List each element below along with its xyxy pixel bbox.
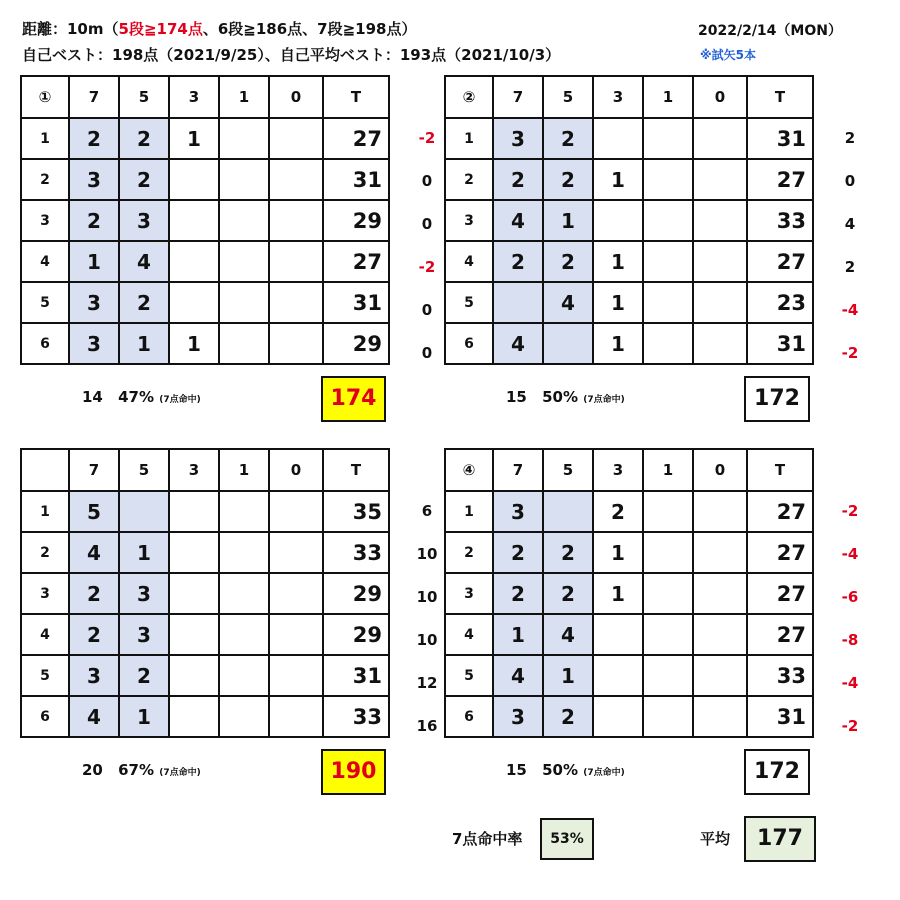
score-count-3 (169, 532, 219, 573)
round-label: ④ (445, 449, 493, 491)
hit-note: (7点命中) (583, 395, 625, 405)
score-count-0 (693, 532, 747, 573)
score-count-1 (643, 614, 693, 655)
end-total: 27 (747, 573, 813, 614)
score-count-3 (169, 241, 219, 282)
table-row (445, 200, 813, 241)
round-label: ① (21, 76, 69, 118)
score-count-0 (269, 696, 323, 737)
end-number: 3 (445, 200, 493, 241)
end-total: 31 (747, 696, 813, 737)
column-header: T (747, 76, 813, 118)
column-header: 7 (69, 449, 119, 491)
score-count-1 (219, 696, 269, 737)
distance-prefix: 距離：10m（ (22, 20, 119, 38)
score-count-7: 2 (493, 573, 543, 614)
seven-point-hits: 15 (506, 761, 527, 779)
score-count-7: 1 (493, 614, 543, 655)
table-row (21, 200, 389, 241)
score-count-0 (693, 491, 747, 532)
end-number: 2 (445, 159, 493, 200)
score-difference: 2 (844, 258, 856, 276)
score-count-3 (169, 159, 219, 200)
end-total: 29 (323, 323, 389, 364)
hit-stats (506, 388, 625, 406)
end-number: 3 (21, 200, 69, 241)
column-header: 7 (493, 76, 543, 118)
end-number: 3 (445, 573, 493, 614)
end-total: 33 (323, 696, 389, 737)
column-header: T (323, 449, 389, 491)
score-difference: -8 (841, 631, 859, 649)
score-count-1 (643, 323, 693, 364)
score-difference: 4 (844, 215, 856, 233)
column-header: 5 (119, 76, 169, 118)
end-total: 31 (323, 159, 389, 200)
score-count-5: 1 (119, 323, 169, 364)
table-header-row (445, 449, 813, 491)
hit-stats (82, 761, 201, 779)
score-count-7: 2 (493, 159, 543, 200)
distance-suffix: 、6段≧186点、7段≧198点） (202, 20, 417, 38)
score-count-5: 3 (119, 200, 169, 241)
table-row (445, 241, 813, 282)
score-count-7: 4 (69, 696, 119, 737)
score-count-3 (169, 200, 219, 241)
score-difference: 0 (844, 172, 856, 190)
table-row (445, 532, 813, 573)
score-count-3: 1 (593, 159, 643, 200)
score-count-1 (643, 655, 693, 696)
score-count-1 (643, 282, 693, 323)
score-count-3: 1 (593, 241, 643, 282)
score-count-3: 1 (169, 118, 219, 159)
score-count-0 (269, 614, 323, 655)
score-count-7: 1 (69, 241, 119, 282)
end-total: 33 (747, 655, 813, 696)
score-count-5: 4 (543, 614, 593, 655)
score-count-0 (269, 200, 323, 241)
score-difference: 0 (421, 344, 433, 362)
score-count-1 (643, 200, 693, 241)
end-number: 5 (21, 282, 69, 323)
score-count-1 (219, 655, 269, 696)
score-count-0 (269, 655, 323, 696)
score-difference: -6 (841, 588, 859, 606)
end-number: 4 (445, 614, 493, 655)
seven-point-hits: 20 (82, 761, 103, 779)
round-grand-total: 190 (321, 749, 386, 795)
score-count-0 (269, 282, 323, 323)
hit-note: (7点命中) (159, 768, 201, 778)
end-number: 6 (21, 323, 69, 364)
column-header: 3 (593, 449, 643, 491)
score-difference: 10 (416, 545, 438, 563)
score-count-0 (693, 159, 747, 200)
average-label: 平均 (700, 830, 731, 848)
seven-point-hits: 15 (506, 388, 527, 406)
score-count-3: 2 (593, 491, 643, 532)
end-total: 27 (747, 241, 813, 282)
round-grand-total: 174 (321, 376, 386, 422)
score-count-0 (269, 241, 323, 282)
end-number: 4 (21, 614, 69, 655)
table-row (445, 573, 813, 614)
score-count-7: 2 (69, 118, 119, 159)
score-table-3 (20, 448, 390, 738)
score-count-1 (219, 614, 269, 655)
score-difference: -4 (841, 301, 859, 319)
column-header: 1 (219, 76, 269, 118)
score-count-0 (269, 323, 323, 364)
score-count-3 (169, 282, 219, 323)
round-grand-total: 172 (744, 749, 810, 795)
distance-line (22, 18, 416, 39)
table-row (445, 282, 813, 323)
score-count-1 (219, 282, 269, 323)
score-difference: 10 (416, 588, 438, 606)
hit-percentage: 50% (536, 388, 584, 406)
score-count-0 (693, 655, 747, 696)
score-count-1 (219, 491, 269, 532)
score-count-3: 1 (593, 573, 643, 614)
score-count-5: 3 (119, 573, 169, 614)
score-count-7: 3 (493, 696, 543, 737)
score-difference: 16 (416, 717, 438, 735)
score-count-1 (643, 159, 693, 200)
end-total: 23 (747, 282, 813, 323)
score-difference: 2 (844, 129, 856, 147)
score-count-0 (693, 323, 747, 364)
score-count-7: 5 (69, 491, 119, 532)
score-count-5: 1 (119, 696, 169, 737)
score-table-2 (444, 75, 814, 365)
end-total: 29 (323, 573, 389, 614)
column-header: 0 (269, 449, 323, 491)
score-difference: 0 (421, 172, 433, 190)
table-row (445, 614, 813, 655)
column-header: 3 (593, 76, 643, 118)
hit-stats (82, 388, 201, 406)
score-count-5 (119, 491, 169, 532)
hit-note: (7点命中) (159, 395, 201, 405)
table-row (21, 491, 389, 532)
column-header: 7 (69, 76, 119, 118)
column-header: 5 (543, 449, 593, 491)
score-difference: -2 (841, 502, 859, 520)
table-row (445, 323, 813, 364)
score-count-3 (169, 491, 219, 532)
score-count-7: 3 (69, 282, 119, 323)
score-count-5: 1 (119, 532, 169, 573)
table-row (21, 159, 389, 200)
table-row (21, 573, 389, 614)
end-number: 1 (21, 118, 69, 159)
score-count-3 (593, 696, 643, 737)
score-count-5: 2 (543, 573, 593, 614)
table-row (21, 614, 389, 655)
end-total: 29 (323, 614, 389, 655)
column-header: 5 (119, 449, 169, 491)
score-count-5: 3 (119, 614, 169, 655)
column-header: 5 (543, 76, 593, 118)
end-total: 29 (323, 200, 389, 241)
score-difference: -2 (418, 258, 436, 276)
score-count-7 (493, 282, 543, 323)
column-header: 3 (169, 76, 219, 118)
score-count-5: 2 (543, 118, 593, 159)
score-count-0 (693, 614, 747, 655)
score-count-5: 1 (543, 200, 593, 241)
score-count-1 (219, 118, 269, 159)
column-header: 7 (493, 449, 543, 491)
end-total: 27 (747, 491, 813, 532)
end-number: 6 (21, 696, 69, 737)
score-count-3 (593, 655, 643, 696)
score-count-3: 1 (593, 532, 643, 573)
table-row (21, 696, 389, 737)
score-count-1 (219, 323, 269, 364)
score-difference: -2 (418, 129, 436, 147)
score-count-7: 2 (493, 241, 543, 282)
score-count-1 (643, 532, 693, 573)
score-count-5: 2 (543, 159, 593, 200)
table-row (21, 655, 389, 696)
column-header: 0 (269, 76, 323, 118)
end-number: 2 (21, 159, 69, 200)
score-count-7: 3 (493, 118, 543, 159)
score-count-1 (219, 200, 269, 241)
score-count-0 (693, 573, 747, 614)
column-header: 3 (169, 449, 219, 491)
table-row (445, 655, 813, 696)
score-count-7: 4 (493, 200, 543, 241)
score-count-3: 1 (169, 323, 219, 364)
score-count-0 (693, 241, 747, 282)
end-number: 3 (21, 573, 69, 614)
score-count-0 (269, 573, 323, 614)
hit-rate-label: 7点命中率 (452, 830, 523, 848)
score-count-7: 4 (493, 323, 543, 364)
score-count-7: 3 (493, 491, 543, 532)
distance-requirement: 5段≧174点 (118, 20, 203, 38)
end-number: 5 (445, 655, 493, 696)
end-total: 27 (747, 614, 813, 655)
score-difference: -2 (841, 344, 859, 362)
score-table-1 (20, 75, 390, 365)
end-number: 5 (445, 282, 493, 323)
round-label: ② (445, 76, 493, 118)
end-number: 5 (21, 655, 69, 696)
round-label (21, 449, 69, 491)
column-header: T (747, 449, 813, 491)
end-total: 31 (747, 323, 813, 364)
table-header-row (21, 449, 389, 491)
score-count-7: 2 (69, 614, 119, 655)
table-row (445, 696, 813, 737)
column-header: T (323, 76, 389, 118)
end-total: 27 (323, 118, 389, 159)
hit-percentage: 47% (112, 388, 160, 406)
table-row (21, 118, 389, 159)
end-number: 6 (445, 323, 493, 364)
column-header: 0 (693, 76, 747, 118)
hit-stats (506, 761, 625, 779)
table-row (445, 159, 813, 200)
table-row (445, 118, 813, 159)
score-count-1 (219, 241, 269, 282)
hit-rate-value: 53% (540, 818, 594, 860)
score-count-3 (593, 200, 643, 241)
score-count-0 (269, 532, 323, 573)
score-count-7: 3 (69, 323, 119, 364)
hit-percentage: 67% (112, 761, 160, 779)
end-number: 2 (21, 532, 69, 573)
score-count-5: 1 (543, 655, 593, 696)
end-total: 31 (323, 655, 389, 696)
score-count-0 (693, 200, 747, 241)
end-total: 31 (747, 118, 813, 159)
score-count-1 (219, 573, 269, 614)
end-total: 33 (747, 200, 813, 241)
score-difference: -4 (841, 545, 859, 563)
score-count-0 (269, 159, 323, 200)
score-count-5: 2 (543, 696, 593, 737)
score-count-1 (643, 573, 693, 614)
hit-note: (7点命中) (583, 768, 625, 778)
table-header-row (445, 76, 813, 118)
score-count-3 (169, 614, 219, 655)
score-difference: 0 (421, 215, 433, 233)
score-count-7: 2 (493, 532, 543, 573)
end-number: 4 (445, 241, 493, 282)
score-count-3 (169, 655, 219, 696)
column-header: 1 (219, 449, 269, 491)
end-number: 1 (445, 491, 493, 532)
column-header: 1 (643, 76, 693, 118)
score-difference: 10 (416, 631, 438, 649)
score-count-3 (593, 118, 643, 159)
table-row (21, 282, 389, 323)
end-number: 1 (445, 118, 493, 159)
table-row (21, 323, 389, 364)
table-header-row (21, 76, 389, 118)
score-difference: 6 (421, 502, 433, 520)
score-count-5: 2 (119, 118, 169, 159)
score-count-1 (219, 159, 269, 200)
score-count-7: 2 (69, 200, 119, 241)
trial-arrows-note: ※試矢5本 (700, 48, 757, 62)
score-count-7: 3 (69, 655, 119, 696)
score-count-3 (169, 573, 219, 614)
score-count-1 (643, 118, 693, 159)
end-total: 27 (747, 532, 813, 573)
score-count-1 (643, 491, 693, 532)
score-count-0 (693, 696, 747, 737)
score-count-7: 4 (69, 532, 119, 573)
score-table-4 (444, 448, 814, 738)
end-number: 6 (445, 696, 493, 737)
score-difference: 12 (416, 674, 438, 692)
hit-percentage: 50% (536, 761, 584, 779)
score-difference: -4 (841, 674, 859, 692)
table-row (21, 532, 389, 573)
score-count-3: 1 (593, 323, 643, 364)
score-count-5: 2 (119, 159, 169, 200)
score-difference: 0 (421, 301, 433, 319)
seven-point-hits: 14 (82, 388, 103, 406)
score-count-0 (269, 118, 323, 159)
end-total: 33 (323, 532, 389, 573)
end-total: 35 (323, 491, 389, 532)
column-header: 0 (693, 449, 747, 491)
table-row (21, 241, 389, 282)
table-row (445, 491, 813, 532)
score-count-3 (593, 614, 643, 655)
score-count-3: 1 (593, 282, 643, 323)
score-count-5: 4 (543, 282, 593, 323)
score-count-5 (543, 323, 593, 364)
score-count-5: 2 (543, 241, 593, 282)
date-label: 2022/2/14（MON） (698, 23, 842, 39)
score-count-1 (643, 696, 693, 737)
end-number: 4 (21, 241, 69, 282)
average-value: 177 (744, 816, 816, 862)
score-count-0 (269, 491, 323, 532)
end-total: 27 (747, 159, 813, 200)
score-count-1 (219, 532, 269, 573)
score-count-7: 4 (493, 655, 543, 696)
score-count-5 (543, 491, 593, 532)
column-header: 1 (643, 449, 693, 491)
end-total: 27 (323, 241, 389, 282)
score-count-0 (693, 282, 747, 323)
score-count-0 (693, 118, 747, 159)
round-grand-total: 172 (744, 376, 810, 422)
end-total: 31 (323, 282, 389, 323)
score-count-7: 3 (69, 159, 119, 200)
score-count-5: 2 (543, 532, 593, 573)
score-count-5: 4 (119, 241, 169, 282)
score-count-5: 2 (119, 282, 169, 323)
score-count-7: 2 (69, 573, 119, 614)
score-count-5: 2 (119, 655, 169, 696)
personal-best-line: 自己ベスト：198点（2021/9/25）、自己平均ベスト：193点（2021/10/3） (22, 46, 561, 64)
score-difference: -2 (841, 717, 859, 735)
end-number: 2 (445, 532, 493, 573)
end-number: 1 (21, 491, 69, 532)
score-count-3 (169, 696, 219, 737)
score-count-1 (643, 241, 693, 282)
